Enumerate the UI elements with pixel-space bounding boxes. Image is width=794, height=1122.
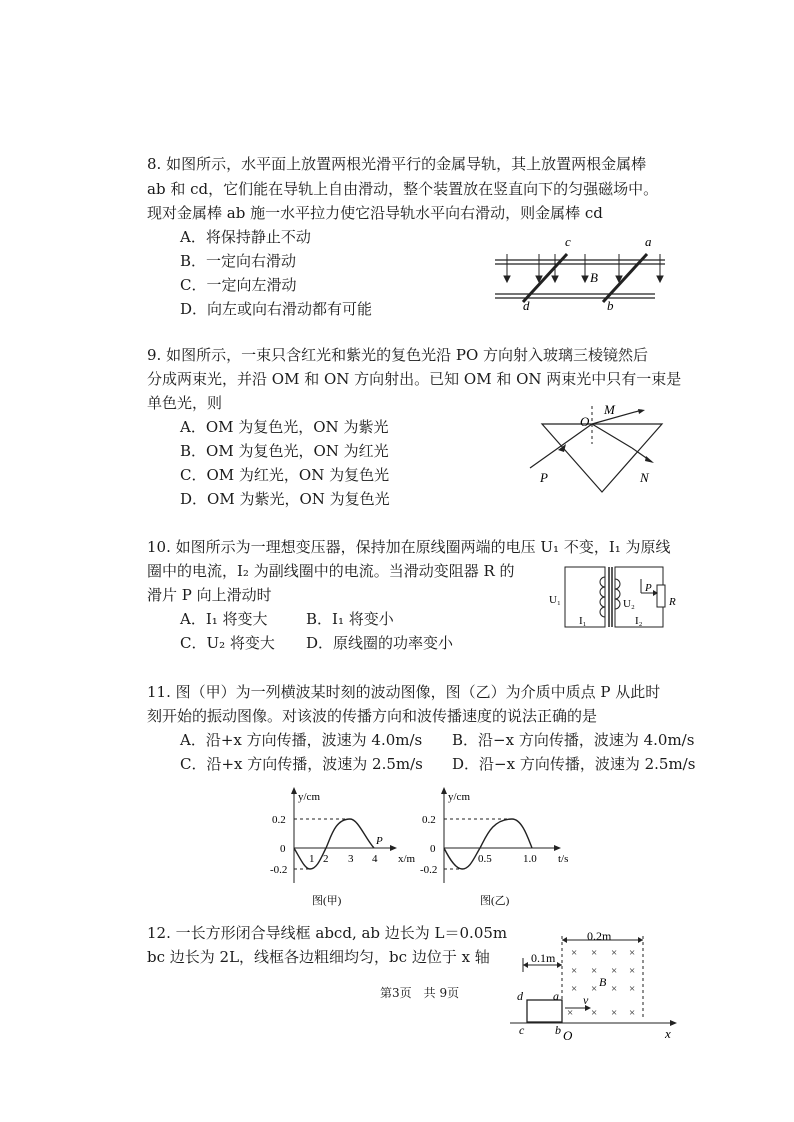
svg-text:×: × [629,1007,636,1019]
q11-option-b: B．沿−x 方向传播，波速为 4.0m/s [452,731,695,749]
q10-option-b: B．I₁ 将变小 [306,610,394,628]
q12-field-figure [505,928,680,1048]
q12-label-c: c [519,1023,525,1037]
svg-text:×: × [591,965,598,977]
q10-option-c: C．U₂ 将变大 [180,634,275,652]
q12-stem-line2: bc 边长为 2L，线框各边粗细均匀，bc 边位于 x 轴 [147,948,490,966]
q8-stem-line2: ab 和 cd，它们能在导轨上自由滑动，整个装置放在竖直向下的匀强磁场中。 [147,180,659,198]
q11-jia-xlabel: x/m [398,853,416,865]
q9-label-N: N [640,470,649,485]
q11-jia-caption: 图(甲) [312,895,342,907]
svg-text:×: × [629,983,636,995]
q11-jia-point-P: P [376,835,383,847]
q8-stem-line1: 8. 如图所示，水平面上放置两根光滑平行的金属导轨，其上放置两根金属棒 [147,155,647,173]
q11-yi-xtick-10: 1.0 [523,853,537,865]
q8-label-d: d [523,298,530,313]
q11-jia-ylabel: y/cm [298,791,320,803]
q9-stem-line1: 9. 如图所示，一束只含红光和紫光的复色光沿 PO 方向射入玻璃三棱镜然后 [147,346,649,364]
q10-stem-line3: 滑片 P 向上滑动时 [147,586,272,604]
q11-yi-xtick-05: 0.5 [478,853,492,865]
q8-option-d: D．向左或向右滑动都有可能 [180,300,373,318]
q11-stem-line2: 刻开始的振动图像。对该波的传播方向和波传播速度的说法正确的是 [147,707,598,725]
q9-stem-line3: 单色光，则 [147,394,223,412]
q12-label-01m: 0.1m [531,951,556,965]
q11-option-d: D．沿−x 方向传播，波速为 2.5m/s [452,755,696,773]
svg-text:×: × [611,947,618,959]
q11-yi-xlabel: t/s [558,853,569,865]
q8-label-a: a [645,234,652,249]
svg-text:×: × [571,947,578,959]
svg-text:×: × [629,965,636,977]
q10-option-a: A．I₁ 将变大 [180,610,268,628]
q12-label-a: a [553,989,559,1003]
q11-yi-origin: 0 [430,843,436,855]
svg-text:×: × [611,983,618,995]
q11-wave-graph-jia [270,788,425,908]
q9-label-P: P [540,470,548,485]
q10-label-I2: I₂ [635,615,643,627]
q11-jia-xtick-4: 4 [372,853,378,865]
q10-label-R: R [669,596,676,608]
q12-label-B: B [599,975,607,989]
q12-label-O: O [563,1028,573,1043]
q9-stem-line2: 分成两束光，并沿 OM 和 ON 方向射出。已知 OM 和 ON 两束光中只有一束是 [147,370,682,388]
q8-label-b: b [607,298,614,313]
q12-label-d: d [517,989,523,1003]
q9-option-b: B．OM 为复色光，ON 为红光 [180,442,389,460]
svg-text:×: × [591,1007,598,1019]
q11-option-c: C．沿+x 方向传播，波速为 2.5m/s [180,755,423,773]
q8-rails-figure [495,232,670,312]
q9-option-c: C．OM 为红光，ON 为复色光 [180,466,390,484]
q10-stem-line1: 10. 如图所示为一理想变压器，保持加在原线圈两端的电压 U₁ 不变，I₁ 为原线 [147,538,671,556]
q11-jia-xtick-3: 3 [348,853,354,865]
q8-stem-line3: 现对金属棒 ab 施一水平拉力使它沿导轨水平向右滑动，则金属棒 cd [147,204,603,222]
q8-label-c: c [565,234,571,249]
q8-option-a: A．将保持静止不动 [180,228,311,246]
svg-text:×: × [591,947,598,959]
q10-label-P: P [645,582,652,594]
page-footer: 第3页 共 9页 [380,986,460,1000]
q11-jia-ytick-bottom: -0.2 [270,864,288,876]
q8-label-B: B [590,270,598,285]
q11-jia-xtick-1: 1 [309,853,315,865]
q10-label-U2: U₂ [623,598,635,610]
q11-yi-ytick-top: 0.2 [422,814,436,826]
q12-label-v: v [583,993,589,1007]
svg-text:×: × [611,965,618,977]
q11-stem-line1: 11. 图（甲）为一列横波某时刻的波动图像，图（乙）为介质中质点 P 从此时 [147,683,661,701]
q9-prism-figure [520,400,670,495]
q11-yi-ylabel: y/cm [448,791,470,803]
q12-label-b: b [555,1023,561,1037]
q9-label-O: O [580,414,590,429]
q10-stem-line2: 圈中的电流，I₂ 为副线圈中的电流。当滑动变阻器 R 的 [147,562,515,580]
q9-label-M: M [604,402,615,417]
q11-jia-ytick-top: 0.2 [272,814,286,826]
q12-label-02m: 0.2m [587,929,612,943]
svg-text:×: × [571,983,578,995]
svg-text:×: × [591,983,598,995]
q11-yi-caption: 图(乙) [480,895,510,907]
svg-text:×: × [629,947,636,959]
q8-option-b: B．一定向右滑动 [180,252,297,270]
q10-label-U1: U₁ [549,594,561,606]
q11-jia-xtick-2: 2 [323,853,329,865]
q9-option-d: D．OM 为紫光，ON 为复色光 [180,490,390,508]
svg-text:×: × [571,965,578,977]
q11-vibration-graph-yi [420,788,580,908]
svg-text:×: × [611,1007,618,1019]
q11-jia-origin: 0 [280,843,286,855]
q11-option-a: A．沿+x 方向传播，波速为 4.0m/s [180,731,423,749]
q10-transformer-figure [545,563,695,633]
q9-option-a: A．OM 为复色光，ON 为紫光 [180,418,389,436]
q12-label-x: x [665,1026,671,1041]
q8-option-c: C．一定向左滑动 [180,276,297,294]
q12-stem-line1: 12. 一长方形闭合导线框 abcd, ab 边长为 L＝0.05m [147,924,508,942]
q10-label-I1: I₁ [579,615,587,627]
q11-yi-ytick-bottom: -0.2 [420,864,438,876]
svg-text:×: × [567,1007,574,1019]
q10-option-d: D．原线圈的功率变小 [306,634,454,652]
